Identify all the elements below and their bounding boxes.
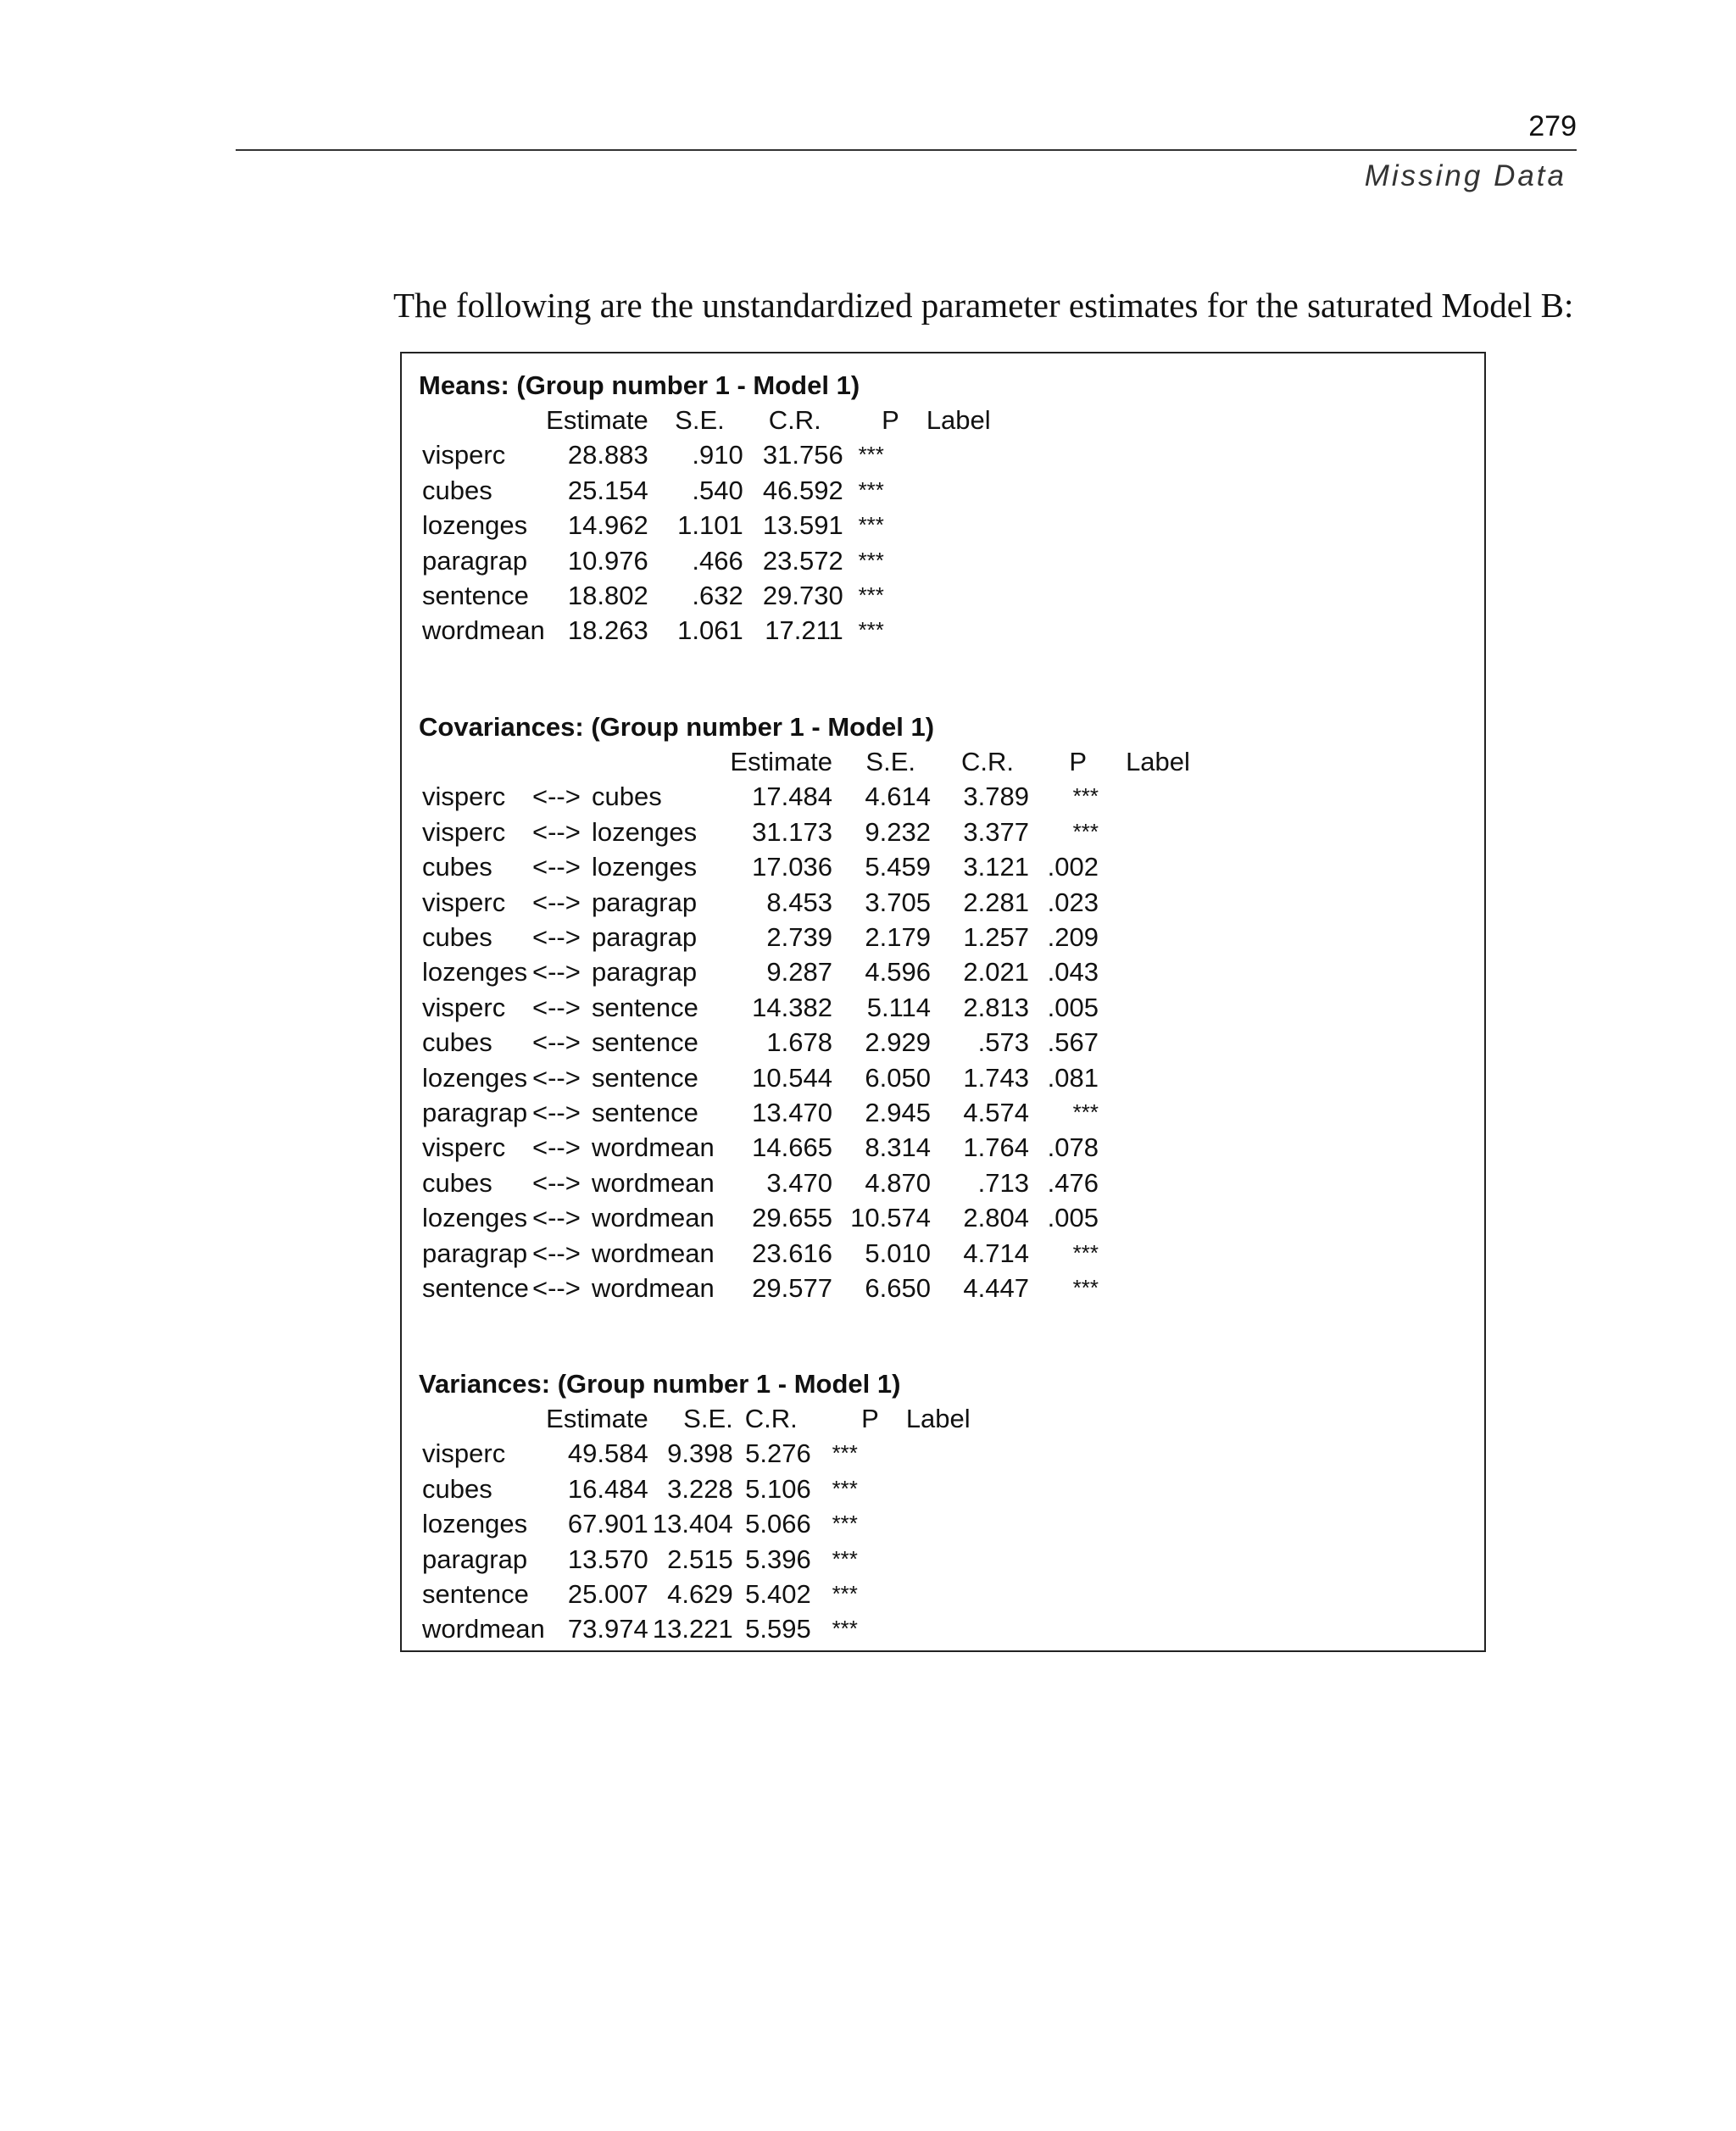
- means-cell-cr: 23.572: [762, 545, 843, 576]
- cov-col-cr: C.R.: [961, 747, 1014, 776]
- cov-cell-arrow: <-->: [532, 852, 581, 882]
- cov-cell-var1: paragrap: [422, 1238, 528, 1268]
- cov-cell-var1: visperc: [422, 782, 506, 812]
- means-table: [422, 403, 1018, 648]
- cov-cell-estimate: 17.484: [752, 782, 832, 812]
- cov-cell-p: .005: [1047, 1203, 1099, 1233]
- means-cell-p: ***: [858, 547, 884, 573]
- var-row: [422, 1506, 998, 1541]
- cov-cell-estimate: 14.665: [752, 1132, 832, 1163]
- cov-cell-var1: paragrap: [422, 1098, 528, 1128]
- cov-cell-estimate: 1.678: [766, 1027, 832, 1058]
- cov-row: [422, 1200, 1217, 1235]
- variances-title: Variances: (Group number 1 - Model 1): [419, 1369, 901, 1399]
- cov-cell-p: .081: [1047, 1062, 1099, 1093]
- var-cell-var: sentence: [422, 1579, 529, 1610]
- means-cell-estimate: 28.883: [567, 440, 648, 470]
- var-row: [422, 1611, 998, 1646]
- cov-cell-p: .476: [1047, 1167, 1099, 1198]
- means-cell-var: visperc: [422, 440, 506, 470]
- var-cell-var: cubes: [422, 1473, 492, 1504]
- var-cell-estimate: 25.007: [567, 1579, 648, 1610]
- var-row: [422, 1436, 998, 1471]
- cov-cell-cr: 1.743: [963, 1062, 1029, 1093]
- cov-row: [422, 1060, 1217, 1095]
- var-cell-se: 3.228: [667, 1473, 733, 1504]
- cov-cell-var1: visperc: [422, 1132, 506, 1163]
- cov-col-p: P: [1069, 747, 1087, 776]
- cov-cell-p: .078: [1047, 1132, 1099, 1163]
- cov-cell-arrow: <-->: [532, 1203, 581, 1233]
- means-col-p: P: [882, 405, 899, 435]
- cov-cell-arrow: <-->: [532, 816, 581, 847]
- cov-cell-var1: lozenges: [422, 1062, 528, 1093]
- cov-col-var2: [592, 744, 727, 779]
- cov-cell-arrow: <-->: [532, 1167, 581, 1198]
- cov-cell-se: 5.114: [866, 992, 931, 1022]
- cov-col-arrow: [532, 744, 592, 779]
- cov-cell-p: ***: [1072, 1275, 1099, 1301]
- cov-row: [422, 1025, 1217, 1060]
- cov-cell-se: 5.459: [865, 852, 931, 882]
- means-cell-var: lozenges: [422, 510, 528, 541]
- cov-cell-arrow: <-->: [532, 922, 581, 953]
- var-row: [422, 1542, 998, 1577]
- means-col-se: S.E.: [675, 405, 725, 435]
- cov-cell-cr: 4.714: [963, 1238, 1029, 1268]
- means-cell-var: sentence: [422, 581, 529, 611]
- cov-row: [422, 1271, 1217, 1305]
- cov-cell-estimate: 31.173: [752, 816, 832, 847]
- cov-cell-estimate: 13.470: [752, 1098, 832, 1128]
- var-cell-_label: [879, 1506, 998, 1541]
- cov-cell-cr: 3.121: [963, 852, 1029, 882]
- cov-cell-_label: [1099, 1130, 1217, 1165]
- means-row: [422, 543, 1018, 578]
- cov-cell-var2: lozenges: [592, 816, 698, 847]
- var-cell-cr: 5.066: [745, 1509, 811, 1539]
- cov-cell-se: 4.870: [865, 1167, 931, 1198]
- means-cell-var: wordmean: [422, 615, 545, 646]
- cov-cell-se: 8.314: [865, 1132, 931, 1163]
- cov-cell-var2: wordmean: [592, 1132, 715, 1163]
- cov-cell-cr: 1.764: [963, 1132, 1029, 1163]
- means-header-row: [422, 403, 1018, 437]
- var-col-se: S.E.: [683, 1404, 733, 1433]
- cov-cell-_label: [1099, 849, 1217, 884]
- cov-row: [422, 1236, 1217, 1271]
- cov-cell-cr: 2.281: [963, 887, 1029, 917]
- cov-row: [422, 885, 1217, 920]
- cov-cell-_label: [1099, 1025, 1217, 1060]
- var-cell-cr: 5.595: [745, 1614, 811, 1644]
- cov-cell-var2: sentence: [592, 1098, 698, 1128]
- cov-cell-estimate: 14.382: [752, 992, 832, 1022]
- cov-row: [422, 1166, 1217, 1200]
- var-cell-p: ***: [832, 1581, 858, 1607]
- means-cell-_label: [899, 508, 1018, 542]
- cov-cell-var1: visperc: [422, 887, 506, 917]
- covariances-title: Covariances: (Group number 1 - Model 1): [419, 712, 935, 742]
- means-col-label: Label: [926, 405, 991, 435]
- cov-cell-arrow: <-->: [532, 1027, 581, 1058]
- means-col-cr: C.R.: [768, 405, 821, 435]
- var-cell-se: 2.515: [667, 1544, 733, 1574]
- cov-cell-se: 9.232: [865, 816, 931, 847]
- cov-cell-var2: sentence: [592, 992, 698, 1022]
- cov-row: [422, 849, 1217, 884]
- cov-cell-arrow: <-->: [532, 1238, 581, 1268]
- cov-row: [422, 1095, 1217, 1130]
- var-cell-cr: 5.276: [745, 1438, 811, 1469]
- cov-cell-estimate: 8.453: [766, 887, 832, 917]
- var-col-estimate: Estimate: [546, 1404, 648, 1433]
- var-cell-var: lozenges: [422, 1509, 528, 1539]
- cov-cell-var2: lozenges: [592, 852, 698, 882]
- cov-row: [422, 1130, 1217, 1165]
- cov-cell-arrow: <-->: [532, 1098, 581, 1128]
- var-cell-se: 4.629: [667, 1579, 733, 1610]
- cov-cell-estimate: 29.577: [752, 1273, 832, 1304]
- cov-cell-p: ***: [1072, 1239, 1099, 1266]
- header-rule: [236, 149, 1577, 151]
- means-row: [422, 437, 1018, 472]
- cov-cell-arrow: <-->: [532, 957, 581, 988]
- cov-cell-var2: wordmean: [592, 1273, 715, 1304]
- cov-cell-_label: [1099, 1200, 1217, 1235]
- cov-cell-cr: .573: [977, 1027, 1029, 1058]
- intro-text: The following are the unstandardized parameter estimates for the saturated Model B:: [393, 286, 1574, 325]
- cov-cell-_label: [1099, 1095, 1217, 1130]
- cov-cell-_label: [1099, 779, 1217, 814]
- cov-cell-estimate: 3.470: [766, 1167, 832, 1198]
- cov-cell-_label: [1099, 920, 1217, 954]
- cov-cell-p: .043: [1047, 957, 1099, 988]
- means-cell-cr: 13.591: [762, 510, 843, 541]
- cov-cell-_label: [1099, 885, 1217, 920]
- cov-cell-p: .023: [1047, 887, 1099, 917]
- means-cell-cr: 29.730: [762, 581, 843, 611]
- cov-cell-arrow: <-->: [532, 1273, 581, 1304]
- means-cell-_label: [899, 437, 1018, 472]
- var-cell-estimate: 73.974: [567, 1614, 648, 1644]
- var-cell-_label: [879, 1542, 998, 1577]
- covariances-table: [422, 744, 1217, 1306]
- cov-cell-_label: [1099, 1166, 1217, 1200]
- cov-cell-p: .567: [1047, 1027, 1099, 1058]
- means-cell-estimate: 18.263: [567, 615, 648, 646]
- cov-cell-var1: cubes: [422, 852, 492, 882]
- var-cell-_label: [879, 1436, 998, 1471]
- cov-cell-se: 4.614: [865, 782, 931, 812]
- means-cell-_label: [899, 578, 1018, 613]
- cov-cell-p: .005: [1047, 992, 1099, 1022]
- cov-cell-arrow: <-->: [532, 887, 581, 917]
- cov-cell-var2: cubes: [592, 782, 662, 812]
- means-cell-se: .466: [692, 545, 743, 576]
- var-cell-cr: 5.106: [745, 1473, 811, 1504]
- cov-cell-var1: visperc: [422, 992, 506, 1022]
- means-title: Means: (Group number 1 - Model 1): [419, 370, 860, 400]
- cov-cell-se: 4.596: [865, 957, 931, 988]
- cov-cell-_label: [1099, 1271, 1217, 1305]
- means-cell-cr: 31.756: [762, 440, 843, 470]
- cov-cell-_label: [1099, 815, 1217, 849]
- covariances-header-row: [422, 744, 1217, 779]
- means-cell-p: ***: [858, 476, 884, 503]
- cov-cell-var2: paragrap: [592, 922, 698, 953]
- means-cell-se: .540: [692, 475, 743, 505]
- cov-cell-se: 2.945: [865, 1098, 931, 1128]
- cov-cell-_label: [1099, 1236, 1217, 1271]
- cov-row: [422, 990, 1217, 1025]
- variances-header-row: [422, 1401, 998, 1436]
- cov-col-se: S.E.: [865, 747, 915, 776]
- amos-output-box: [400, 352, 1486, 1652]
- cov-cell-var2: paragrap: [592, 887, 698, 917]
- cov-cell-estimate: 9.287: [766, 957, 832, 988]
- means-row: [422, 473, 1018, 508]
- cov-cell-var1: lozenges: [422, 1203, 528, 1233]
- cov-cell-cr: 2.813: [963, 992, 1029, 1022]
- var-cell-var: wordmean: [422, 1614, 545, 1644]
- cov-cell-_label: [1099, 990, 1217, 1025]
- var-row: [422, 1472, 998, 1506]
- means-cell-estimate: 18.802: [567, 581, 648, 611]
- cov-cell-se: 2.179: [865, 922, 931, 953]
- cov-cell-var1: lozenges: [422, 957, 528, 988]
- cov-cell-se: 5.010: [865, 1238, 931, 1268]
- cov-cell-p: .002: [1047, 852, 1099, 882]
- cov-cell-var1: cubes: [422, 1167, 492, 1198]
- var-cell-p: ***: [832, 1511, 858, 1537]
- cov-cell-cr: 2.804: [963, 1203, 1029, 1233]
- means-cell-_label: [899, 543, 1018, 578]
- var-cell-estimate: 49.584: [567, 1438, 648, 1469]
- cov-cell-se: 3.705: [865, 887, 931, 917]
- means-cell-se: .910: [692, 440, 743, 470]
- cov-cell-se: 10.574: [850, 1203, 931, 1233]
- cov-cell-cr: 3.789: [963, 782, 1029, 812]
- var-col-label: Label: [905, 1404, 971, 1433]
- var-cell-estimate: 67.901: [567, 1509, 648, 1539]
- var-cell-var: visperc: [422, 1438, 506, 1469]
- means-cell-var: cubes: [422, 475, 492, 505]
- cov-cell-var2: wordmean: [592, 1238, 715, 1268]
- cov-cell-cr: 4.447: [963, 1273, 1029, 1304]
- means-cell-var: paragrap: [422, 545, 528, 576]
- means-cell-cr: 17.211: [765, 615, 843, 646]
- cov-cell-cr: 3.377: [963, 816, 1029, 847]
- cov-cell-arrow: <-->: [532, 992, 581, 1022]
- means-cell-se: 1.061: [677, 615, 743, 646]
- var-cell-se: 9.398: [667, 1438, 733, 1469]
- cov-cell-_label: [1099, 954, 1217, 989]
- cov-row: [422, 920, 1217, 954]
- cov-cell-p: ***: [1072, 1099, 1099, 1126]
- cov-col-estimate: Estimate: [730, 747, 832, 776]
- cov-cell-estimate: 23.616: [752, 1238, 832, 1268]
- var-cell-var: paragrap: [422, 1544, 528, 1574]
- cov-cell-var1: cubes: [422, 922, 492, 953]
- means-cell-se: 1.101: [677, 510, 743, 541]
- means-cell-se: .632: [692, 581, 743, 611]
- cov-cell-cr: 1.257: [963, 922, 1029, 953]
- page-number: 279: [1528, 110, 1577, 142]
- means-cell-estimate: 25.154: [567, 475, 648, 505]
- var-col-p: P: [861, 1404, 879, 1433]
- cov-cell-estimate: 29.655: [752, 1203, 832, 1233]
- means-col-variable: [422, 403, 545, 437]
- cov-row: [422, 815, 1217, 849]
- variances-table: [422, 1401, 998, 1647]
- cov-row: [422, 779, 1217, 814]
- cov-cell-se: 6.650: [865, 1273, 931, 1304]
- cov-cell-estimate: 2.739: [766, 922, 832, 953]
- cov-cell-arrow: <-->: [532, 1062, 581, 1093]
- means-cell-cr: 46.592: [762, 475, 843, 505]
- means-cell-estimate: 14.962: [567, 510, 648, 541]
- cov-cell-arrow: <-->: [532, 782, 581, 812]
- cov-cell-var2: sentence: [592, 1027, 698, 1058]
- means-cell-_label: [899, 473, 1018, 508]
- cov-cell-arrow: <-->: [532, 1132, 581, 1163]
- cov-cell-cr: 2.021: [963, 957, 1029, 988]
- var-cell-_label: [879, 1472, 998, 1506]
- cov-cell-var1: visperc: [422, 816, 506, 847]
- cov-cell-p: .209: [1047, 922, 1099, 953]
- cov-cell-var2: wordmean: [592, 1167, 715, 1198]
- means-row: [422, 613, 1018, 648]
- cov-cell-var2: wordmean: [592, 1203, 715, 1233]
- cov-col-label: Label: [1126, 747, 1190, 776]
- cov-cell-var2: sentence: [592, 1062, 698, 1093]
- cov-cell-var2: paragrap: [592, 957, 698, 988]
- cov-cell-cr: .713: [977, 1167, 1029, 1198]
- means-col-estimate: Estimate: [546, 405, 648, 435]
- var-row: [422, 1577, 998, 1611]
- means-cell-p: ***: [858, 442, 884, 468]
- cov-col-var1: [422, 744, 532, 779]
- var-cell-se: 13.404: [652, 1509, 733, 1539]
- means-cell-p: ***: [858, 617, 884, 643]
- var-cell-cr: 5.402: [745, 1579, 811, 1610]
- cov-cell-se: 6.050: [865, 1062, 931, 1093]
- means-row: [422, 508, 1018, 542]
- cov-cell-se: 2.929: [865, 1027, 931, 1058]
- var-cell-p: ***: [832, 1475, 858, 1501]
- cov-cell-var1: cubes: [422, 1027, 492, 1058]
- var-cell-p: ***: [832, 1616, 858, 1642]
- var-cell-p: ***: [832, 1545, 858, 1572]
- cov-cell-p: ***: [1072, 818, 1099, 844]
- cov-row: [422, 954, 1217, 989]
- means-row: [422, 578, 1018, 613]
- cov-cell-estimate: 17.036: [752, 852, 832, 882]
- cov-cell-cr: 4.574: [963, 1098, 1029, 1128]
- var-col-cr: C.R.: [744, 1404, 798, 1433]
- running-head: Missing Data: [1364, 159, 1566, 192]
- var-cell-_label: [879, 1611, 998, 1646]
- var-cell-_label: [879, 1577, 998, 1611]
- var-cell-estimate: 13.570: [567, 1544, 648, 1574]
- means-cell-p: ***: [858, 582, 884, 609]
- cov-cell-_label: [1099, 1060, 1217, 1095]
- var-cell-estimate: 16.484: [567, 1473, 648, 1504]
- means-cell-_label: [899, 613, 1018, 648]
- var-col-variable: [422, 1401, 545, 1436]
- var-cell-cr: 5.396: [745, 1544, 811, 1574]
- cov-cell-var1: sentence: [422, 1273, 529, 1304]
- means-cell-estimate: 10.976: [567, 545, 648, 576]
- cov-cell-estimate: 10.544: [752, 1062, 832, 1093]
- means-cell-p: ***: [858, 512, 884, 538]
- var-cell-p: ***: [832, 1440, 858, 1466]
- var-cell-se: 13.221: [652, 1614, 733, 1644]
- cov-cell-p: ***: [1072, 783, 1099, 810]
